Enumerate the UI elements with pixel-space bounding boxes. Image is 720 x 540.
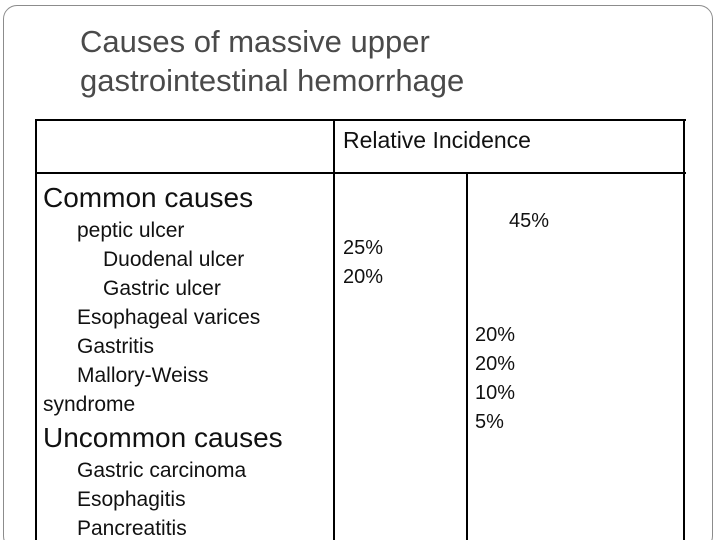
cause-peptic-ulcer: peptic ulcer (77, 219, 185, 242)
pct-duodenal-ulcer: 25% (343, 237, 384, 259)
table-left-border (35, 119, 37, 540)
cause-esophageal-varices: Esophageal varices (77, 306, 261, 329)
pct-gastric-ulcer: 20% (343, 266, 384, 288)
cause-mallory-weiss: Mallory-Weiss (77, 364, 209, 387)
column-divider-2 (466, 174, 468, 540)
cause-duodenal-ulcer: Duodenal ulcer (103, 248, 245, 271)
incidence-table (35, 119, 686, 540)
relative-incidence-header: Relative Incidence (343, 127, 531, 153)
table-top-border (35, 119, 686, 121)
common-causes-heading: Common causes (43, 182, 254, 213)
slide-title (80, 22, 464, 100)
title-line-2: gastrointestinal hemorrhage (80, 63, 465, 98)
pct-gastritis: 20% (475, 353, 516, 375)
pct-gastric-carcinoma: 5% (475, 411, 504, 433)
pct-esophageal-varices: 20% (475, 324, 516, 346)
cause-gastric-carcinoma: Gastric carcinoma (77, 459, 247, 482)
cause-mallory-weiss-cont: syndrome (43, 393, 136, 416)
header-bottom-border (35, 172, 686, 174)
cause-esophagitis: Esophagitis (77, 488, 186, 511)
cause-gastritis: Gastritis (77, 335, 155, 358)
table-right-border (683, 119, 685, 540)
cause-pancreatitis: Pancreatitis (77, 517, 187, 540)
uncommon-causes-heading: Uncommon causes (43, 422, 283, 453)
cause-gastric-ulcer: Gastric ulcer (103, 277, 221, 300)
column-divider-1 (333, 119, 335, 540)
title-line-1: Causes of massive upper (80, 24, 430, 59)
pct-peptic-ulcer: 45% (509, 210, 550, 232)
pct-mallory-weiss: 10% (475, 382, 516, 404)
